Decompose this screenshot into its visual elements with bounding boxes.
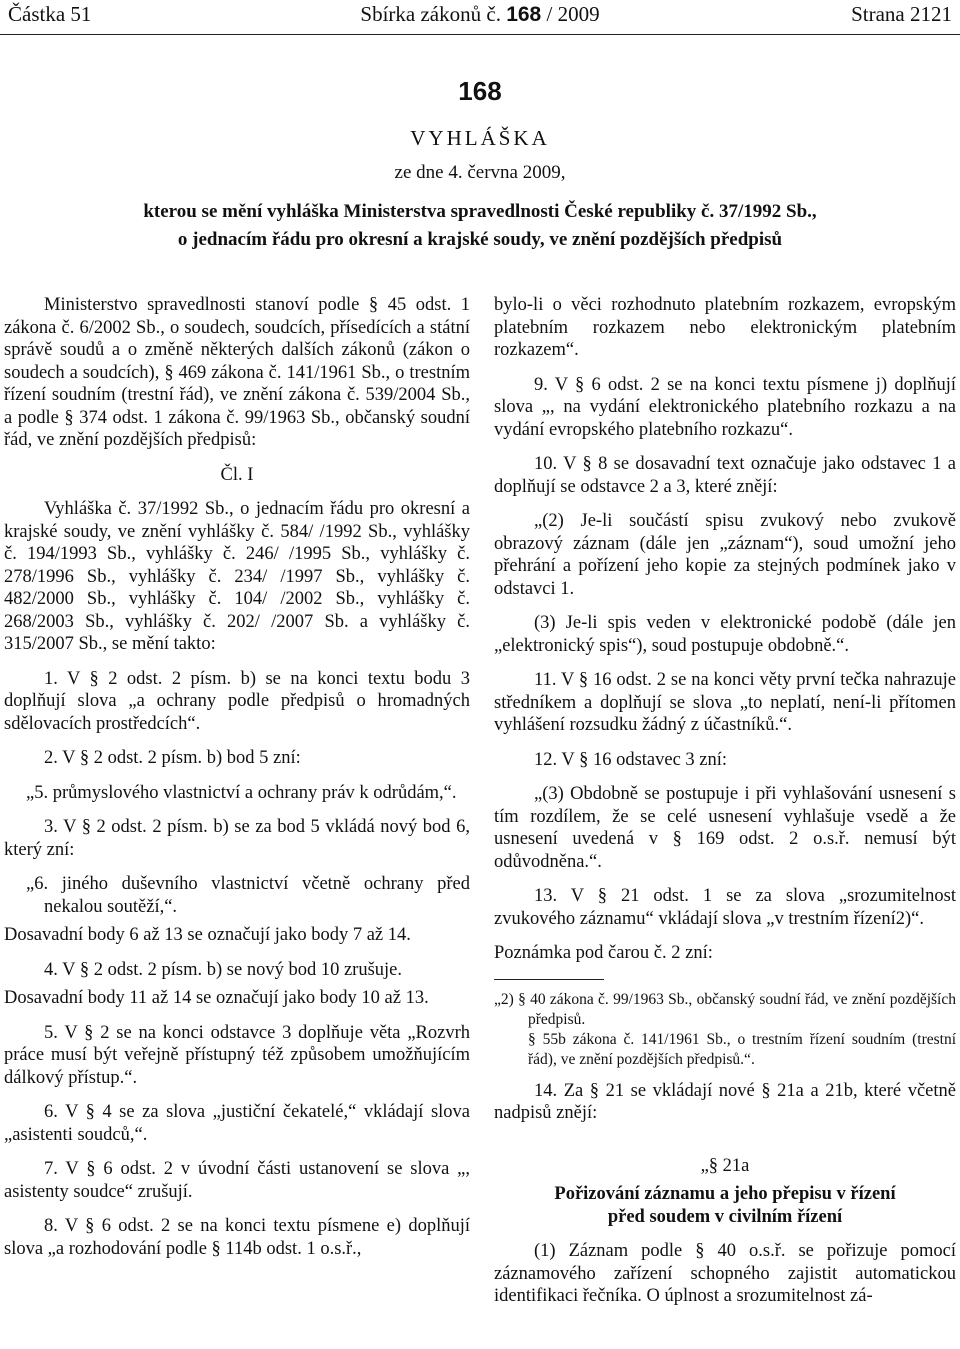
header-collection — [8, 2, 952, 27]
section-heading-line-2: před soudem v civilním řízení — [607, 1206, 843, 1227]
amendment-point-11: 11. V § 16 odst. 2 se na konci věty první tečka nahrazuje středníkem a doplňují se slova „to neplatí, není-li přítomen vyhlášení rozsudku žádný z účastníků.“. — [494, 670, 956, 735]
amendment-point-9: 9. V § 6 odst. 2 se na konci textu písmene j) doplňují slova „, na vydání elektronického platebního rozkazu a na vydání evropského platebního rozkazu“. — [494, 374, 956, 440]
subtitle-line-2: o jednacím řádu pro okresní a krajské soudy, ve znění pozdějších předpisů — [177, 229, 783, 250]
header-collection-number: 168 — [506, 3, 542, 26]
amendment-point-3-quote: „6. jiného duševního vlastnictví včetně ochrany před nekalou soutěží,“. — [26, 874, 470, 917]
amendment-point-4: 4. V § 2 odst. 2 písm. b) se nový bod 10 zrušuje. — [44, 959, 403, 980]
spacer — [494, 1137, 956, 1155]
header-collection-prefix: Sbírka zákonů č. — [360, 2, 501, 26]
amendment-point-2-quote: „5. průmyslového vlastnictví a ochrany práv k odrůdám,“. — [26, 782, 457, 803]
running-header — [8, 2, 952, 30]
subtitle-line-1: kterou se mění vyhláška Ministerstva spravedlnosti České republiky č. 37/1992 Sb., — [143, 201, 817, 222]
regulation-type: VYHLÁŠKA — [410, 126, 550, 150]
right-column — [494, 294, 956, 1320]
left-column — [4, 294, 470, 1272]
amendment-point-4-note: Dosavadní body 11 až 14 se označují jako body 10 až 13. — [4, 988, 429, 1008]
regulation-number: 168 — [458, 76, 502, 106]
amendment-point-14: 14. Za § 21 se vkládají nové § 21a a 21b, které včetně nadpisů znějí: — [494, 1080, 956, 1123]
article-heading: Čl. I — [220, 464, 254, 485]
footnote — [494, 990, 956, 1070]
amendment-point-2: 2. V § 2 odst. 2 písm. b) bod 5 zní: — [44, 748, 301, 768]
regulation-subtitle — [0, 198, 960, 254]
footnote-marker: „2) — [494, 990, 514, 1008]
amendment-point-6: 6. V § 4 se za slova „justiční čekatelé,“ vkládají slova „asistenti soudců,“. — [4, 1102, 470, 1145]
footnote-separator — [494, 979, 604, 980]
amendment-point-5: 5. V § 2 se na konci odstavce 3 doplňuje věta „Rozvrh práce musí být veřejně přístupný též způsobem umožňujícím dálkový přístup.“. — [4, 1022, 470, 1088]
section-paragraph-1: (1) Záznam podle § 40 o.s.ř. se pořizuje pomocí záznamového zařízení schopného zajistit automatickou identifikaci řečníka. O úplnost a srozumitelnost zá- — [494, 1241, 956, 1306]
amendment-point-3-note: Dosavadní body 6 až 13 se označují jako body 7 až 14. — [4, 925, 411, 945]
amendment-point-10-par-3: (3) Je-li spis veden v elektronické podobě (dále jen „elektronický spis“), soud postupuje obdobně.“. — [494, 613, 956, 656]
amendment-point-1: 1. V § 2 odst. 2 písm. b) se na konci textu bodu 3 doplňují slova „a ochrany podle předpisů o hromadných sdělovacích prostředcích“. — [4, 668, 470, 734]
regulation-date: ze dne 4. června 2009, — [394, 162, 566, 183]
header-rule — [0, 34, 960, 35]
section-label: „§ 21a — [700, 1155, 750, 1176]
amendment-intro: Vyhláška č. 37/1992 Sb., o jednacím řádu pro okresní a krajské soudy, ve znění vyhlášky č. 584/ /1992 Sb., vyhlášky č. 194/1993 Sb., vyhlášky č. 246/ /1995 Sb., vyhlášky č. 278/1996 Sb., vyhlášky č. 234/ /1997 Sb., vyhlášky č. 482/2000 Sb., vyhlášky č. 104/ /2002 Sb., vyhlášky č. 268/2003 Sb., vyhlášky č. 202/ /2007 Sb. a vyhlášky č. 315/2007 Sb., se mění takto: — [4, 499, 470, 654]
amendment-point-8: 8. V § 6 odst. 2 se na konci textu písmene e) doplňují slova „a rozhodování podle § 114b odst. 1 o.s.ř., — [4, 1216, 470, 1259]
amendment-point-3: 3. V § 2 odst. 2 písm. b) se za bod 5 vkládá nový bod 6, který zní: — [4, 817, 470, 860]
section-heading-line-1: Pořizování záznamu a jeho přepisu v řízení — [554, 1184, 896, 1204]
amendment-point-13: 13. V § 21 odst. 1 se za slova „srozumitelnost zvukového záznamu“ vkládají slova „v trestním řízení2)“. — [494, 886, 956, 929]
amendment-point-12-quote: „(3) Obdobně se postupuje i při vyhlašování usnesení s tím rozdílem, že se celé usnesení vyhlašuje vsedě a že usnesení uvedená v § 169 odst. 2 o.s.ř. nemusí být odůvodněna.“. — [494, 784, 956, 872]
footnote-line-2: § 55b zákona č. 141/1961 Sb., o trestním řízení soudním (trestní řád), ve znění pozdějších předpisů.“. — [528, 1030, 956, 1068]
header-issue: Částka 51 — [8, 2, 92, 26]
amendment-point-12: 12. V § 16 odstavec 3 zní: — [534, 749, 728, 770]
preamble: Ministerstvo spravedlnosti stanoví podle § 45 odst. 1 zákona č. 6/2002 Sb., o soudech, soudcích, přísedících a státní správě soudů a o změně některých dalších zákonů (zákon o soudech a soudcích), § 469 zákona č. 141/1961 Sb., o trestním řízení soudním (trestní řád), ve znění zákona č. 539/2004 Sb., a podle § 374 odst. 1 zákona č. 99/1963 Sb., občanský soudní řád, ve znění pozdějších předpisů: — [4, 295, 470, 450]
section-heading — [494, 1183, 956, 1228]
footnote-line-1: § 40 zákona č. 99/1963 Sb., občanský soudní řád, ve znění pozdějších předpisů. — [518, 990, 956, 1028]
amendment-point-10-par-2: „(2) Je-li součástí spisu zvukový nebo zvukově obrazový záznam (dále jen „záznam“), soud umožní jeho přehrání a pořízení jeho kopie za stejných podmínek jako v odstavci 1. — [494, 511, 956, 599]
amendment-point-10: 10. V § 8 se dosavadní text označuje jako odstavec 1 a doplňují se odstavce 2 a 3, které znějí: — [494, 454, 956, 497]
amendment-point-7: 7. V § 6 odst. 2 v úvodní části ustanovení se slova „, asistenty soudce“ zrušují. — [4, 1159, 470, 1202]
amendment-point-8-cont: bylo-li o věci rozhodnuto platebním rozkazem, evropským platebním rozkazem nebo elektronickým platebním rozkazem“. — [494, 295, 956, 360]
header-collection-suffix: / 2009 — [546, 2, 600, 26]
header-page: Strana 2121 — [851, 2, 952, 26]
footnote-intro: Poznámka pod čarou č. 2 zní: — [494, 943, 713, 963]
